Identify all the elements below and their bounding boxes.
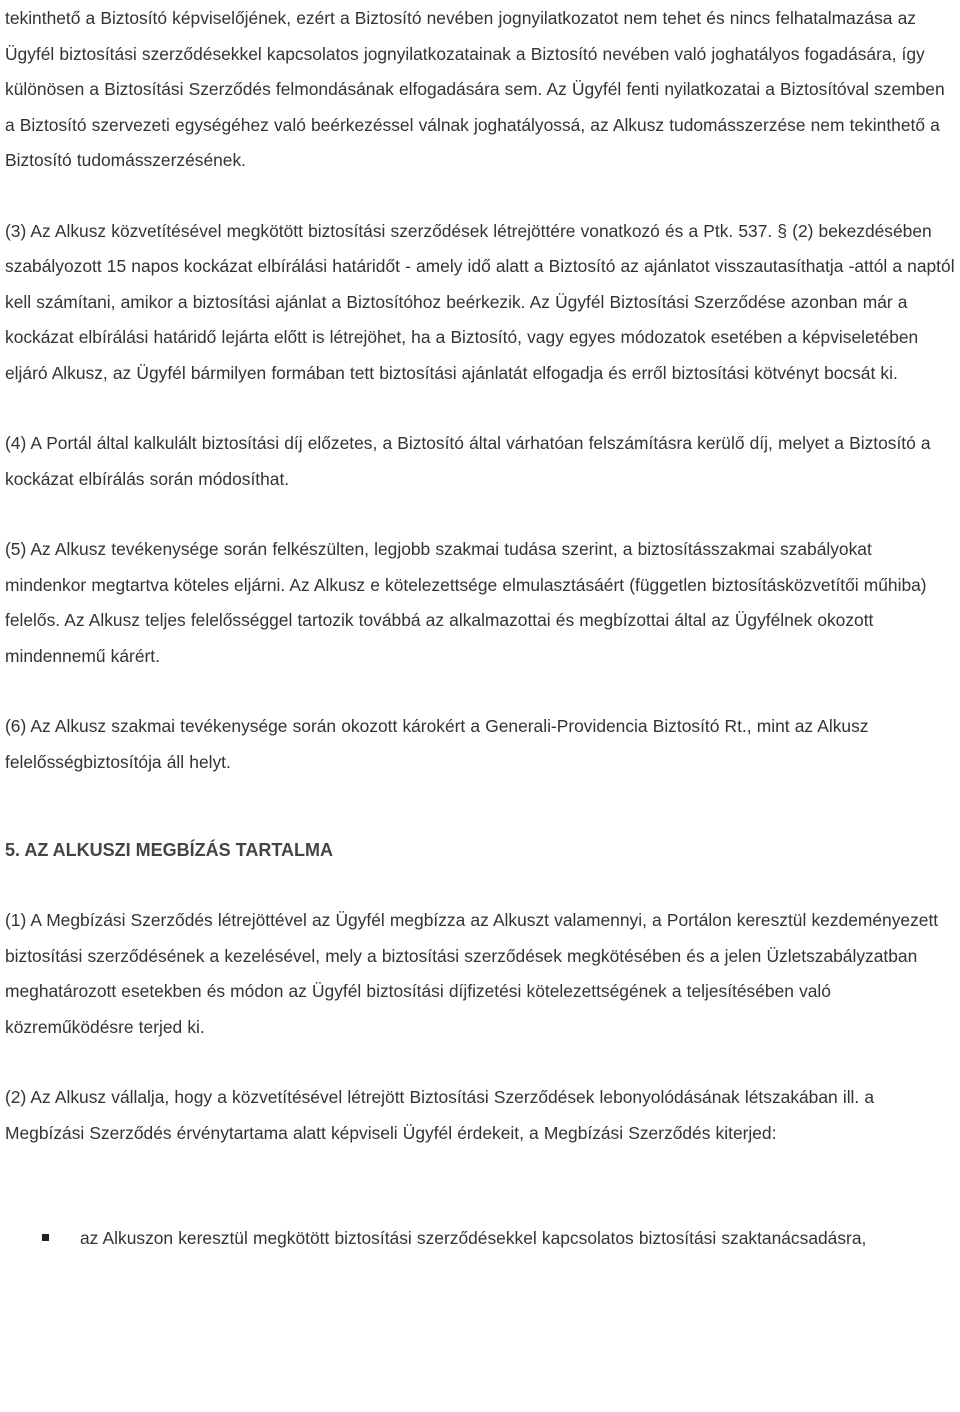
section-5-paragraph-1: (1) A Megbízási Szerződés létrejöttével az Ügyfél megbízza az Alkuszt valamennyi, a Portálon keresztül kezdeményezett biztosítási szerződésének a kezelésével, mely a biztosítási szerződések megkötésében és a jelen Üzletszabályzatban meghatározott esetekben és módon az Ügyfél biztosítási díjfizetési kötelezettségének a teljesítésében való közreműködésre terjed ki. [5,910,939,1037]
section-heading: 5. AZ ALKUSZI MEGBÍZÁS TARTALMA [5,840,333,860]
section-5-paragraph-2: (2) Az Alkusz vállalja, hogy a közvetítésével létrejött Biztosítási Szerződések lebonyolódásának létszakában ill. a Megbízási Szerződés érvénytartama alatt képviseli Ügyfél érdekeit, a Megbízási Szerződés kiterjed: [5,1087,875,1143]
bullet-list [5,1221,958,1257]
paragraph-3: (3) Az Alkusz közvetítésével megkötött biztosítási szerződések létrejöttére vonatkozó és a Ptk. 537. § (2) bekezdésében szabályozott 15 napos kockázat elbírálási határidőt - amely idő alatt a Biztosító az ajánlatot visszautasíthatja -attól a naptól kell számítani, amikor a biztosítási ajánlat a Biztosítóhoz beérkezik. Az Ügyfél Biztosítási Szerződése azonban már a kockázat elbírálási határidő lejárta előtt is létrejöhet, ha a Biztosító, vagy egyes módozatok esetében a képviseletében eljáró Alkusz, az Ügyfél bármilyen formában tett biztosítási ajánlatát elfogadja és erről biztosítási kötvényt bocsát ki. [5,220,955,383]
paragraph-4: (4) A Portál által kalkulált biztosítási díj előzetes, a Biztosító által várhatóan felszámításra kerülő díj, melyet a Biztosító a kockázat elbírálás során módosíthat. [5,433,931,489]
list-item-text: az Alkuszon keresztül megkötött biztosítási szerződésekkel kapcsolatos biztosítási szaktanácsadásra, [80,1228,867,1248]
paragraph-5: (5) Az Alkusz tevékenysége során felkészülten, legjobb szakmai tudása szerint, a biztosításszakmai szabályokat mindenkor megtartva köteles eljárni. Az Alkusz e kötelezettsége elmulasztásáért (független biztosításközvetítői műhiba) felelős. Az Alkusz teljes felelősséggel tartozik továbbá az alkalmazottai és megbízottai által az Ügyfélnek okozott mindennemű kárért. [5,539,927,666]
list-item [5,1221,958,1257]
paragraph-continued: tekinthető a Biztosító képviselőjének, ezért a Biztosító nevében jognyilatkozatot nem tehet és nincs felhatalmazása az Ügyfél biztosítási szerződésekkel kapcsolatos jognyilatkozatainak a Biztosító nevében való joghatályos fogadására, így különösen a Biztosítási Szerződés felmondásának elfogadására sem. Az Ügyfél fenti nyilatkozatai a Biztosítóval szemben a Biztosító szervezeti egységéhez való beérkezéssel válnak joghatályossá, az Alkusz tudomásszerzése nem tekinthető a Biztosító tudomásszerzésének. [5,8,945,170]
paragraph-6: (6) Az Alkusz szakmai tevékenysége során okozott károkért a Generali-Providencia Biztosító Rt., mint az Alkusz felelősségbiztosítója áll helyt. [5,716,869,772]
document-page [5,0,958,1257]
square-bullet-icon [42,1234,49,1241]
